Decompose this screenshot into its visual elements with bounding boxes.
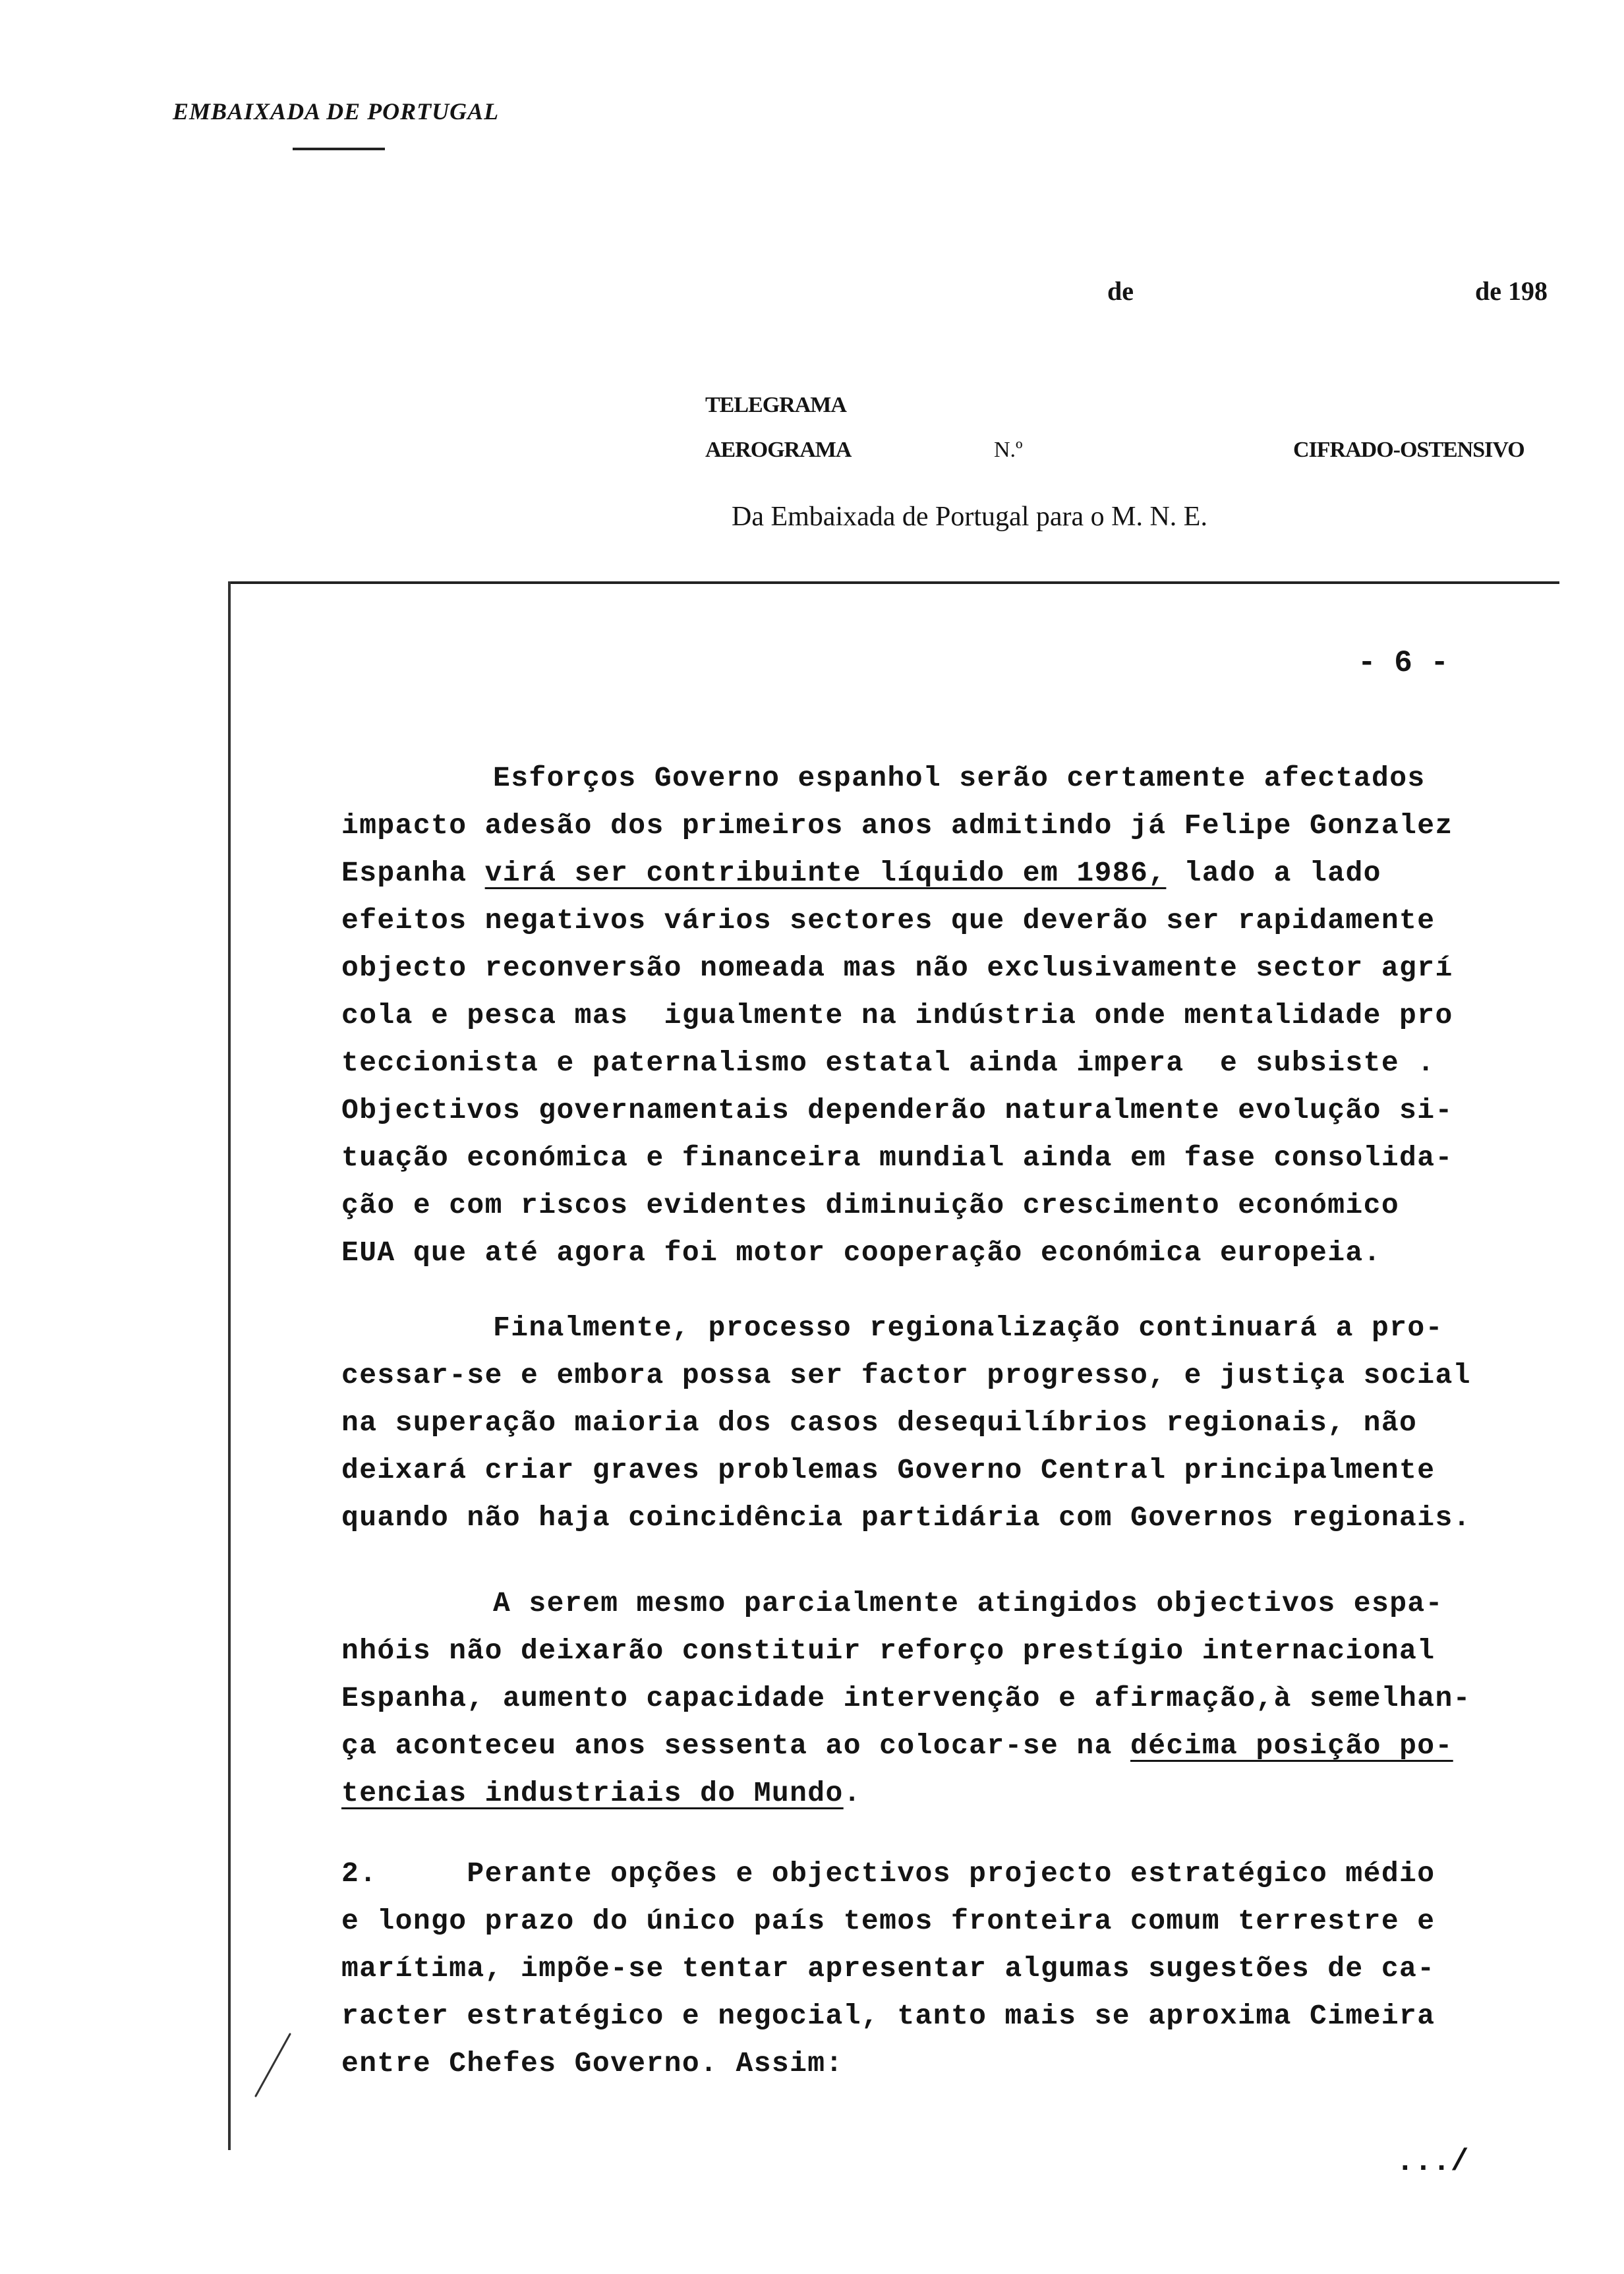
text-line: A serem mesmo parcialmente atingidos objectivos espa- (493, 1587, 1443, 1619)
text-line: Esforços Governo espanhol serão certamente afectados (493, 762, 1426, 794)
text-line: tuação económica e financeira mundial ainda em fase consolida- (341, 1142, 1453, 1174)
text-line: teccionista e paternalismo estatal ainda impera e subsiste . (341, 1047, 1436, 1079)
text-line: Espanha, aumento capacidade intervenção e afirmação,à semelhan- (341, 1682, 1471, 1714)
aerograma-label: AEROGRAMA (705, 438, 852, 462)
text-segment: lado a lado (1166, 857, 1381, 889)
text-line: nhóis não deixarão constituir reforço prestígio internacional (341, 1635, 1436, 1667)
text-line: 2. Perante opções e objectivos projecto estratégico médio (341, 1857, 1436, 1890)
text-line: deixará criar graves problemas Governo Central principalmente (341, 1454, 1436, 1486)
text-line: Finalmente, processo regionalização continuará a pro- (493, 1312, 1443, 1344)
frame-left-rule (228, 581, 231, 2150)
page-number: - 6 - (1358, 646, 1449, 680)
underlined-text: tencias industriais do Mundo (341, 1777, 844, 1809)
text-line: marítima, impõe-se tentar apresentar algumas sugestões de ca- (341, 1952, 1436, 1985)
telegrama-label: TELEGRAMA (705, 393, 846, 417)
text-line: entre Chefes Governo. Assim: (341, 2047, 844, 2080)
text-line: quando não haja coincidência partidária com Governos regionais. (341, 1501, 1471, 1534)
date-year-label: de 198 (1475, 276, 1548, 306)
cifrado-ostensivo-label: CIFRADO-OSTENSIVO (1293, 438, 1524, 462)
text-segment: ça aconteceu anos sessenta ao colocar-se na (341, 1730, 1130, 1762)
text-line: racter estratégico e negocial, tanto mais se aproxima Cimeira (341, 2000, 1436, 2032)
text-line: cessar-se e embora possa ser factor progresso, e justiça social (341, 1359, 1471, 1391)
text-line: na superação maioria dos casos desequilíbrios regionais, não (341, 1407, 1418, 1439)
letterhead-rule (293, 148, 385, 150)
text-line: EUA que até agora foi motor cooperação económica europeia. (341, 1237, 1381, 1269)
date-de-label: de (1107, 276, 1134, 306)
continuation-mark: .../ (1396, 2145, 1469, 2179)
number-label: N.º (994, 438, 1023, 462)
text-segment: Espanha (341, 857, 485, 889)
text-line: ção e com riscos evidentes diminuição crescimento económico (341, 1189, 1400, 1221)
text-line: impacto adesão dos primeiros anos admitindo já Felipe Gonzalez (341, 809, 1453, 842)
underlined-text: décima posição po- (1130, 1730, 1453, 1762)
text-line: e longo prazo do único país temos fronteira comum terrestre e (341, 1905, 1436, 1937)
sender-recipient-line: Da Embaixada de Portugal para o M. N. E. (732, 502, 1207, 532)
text-line: objecto reconversão nomeada mas não exclusivamente sector agrí (341, 952, 1453, 984)
underlined-text: virá ser contribuinte líquido em 1986, (484, 857, 1167, 889)
embassy-letterhead: EMBAIXADA DE PORTUGAL (173, 98, 500, 125)
text-line (341, 1777, 861, 1809)
text-line (341, 857, 1381, 889)
text-line: Objectivos governamentais dependerão naturalmente evolução si- (341, 1094, 1453, 1126)
text-segment: . (843, 1777, 861, 1809)
text-line: efeitos negativos vários sectores que deverão ser rapidamente (341, 904, 1436, 937)
margin-pen-stroke (250, 2030, 297, 2103)
text-line: cola e pesca mas igualmente na indústria onde mentalidade pro (341, 999, 1453, 1032)
frame-top-rule (228, 581, 1559, 584)
text-line (341, 1730, 1453, 1762)
